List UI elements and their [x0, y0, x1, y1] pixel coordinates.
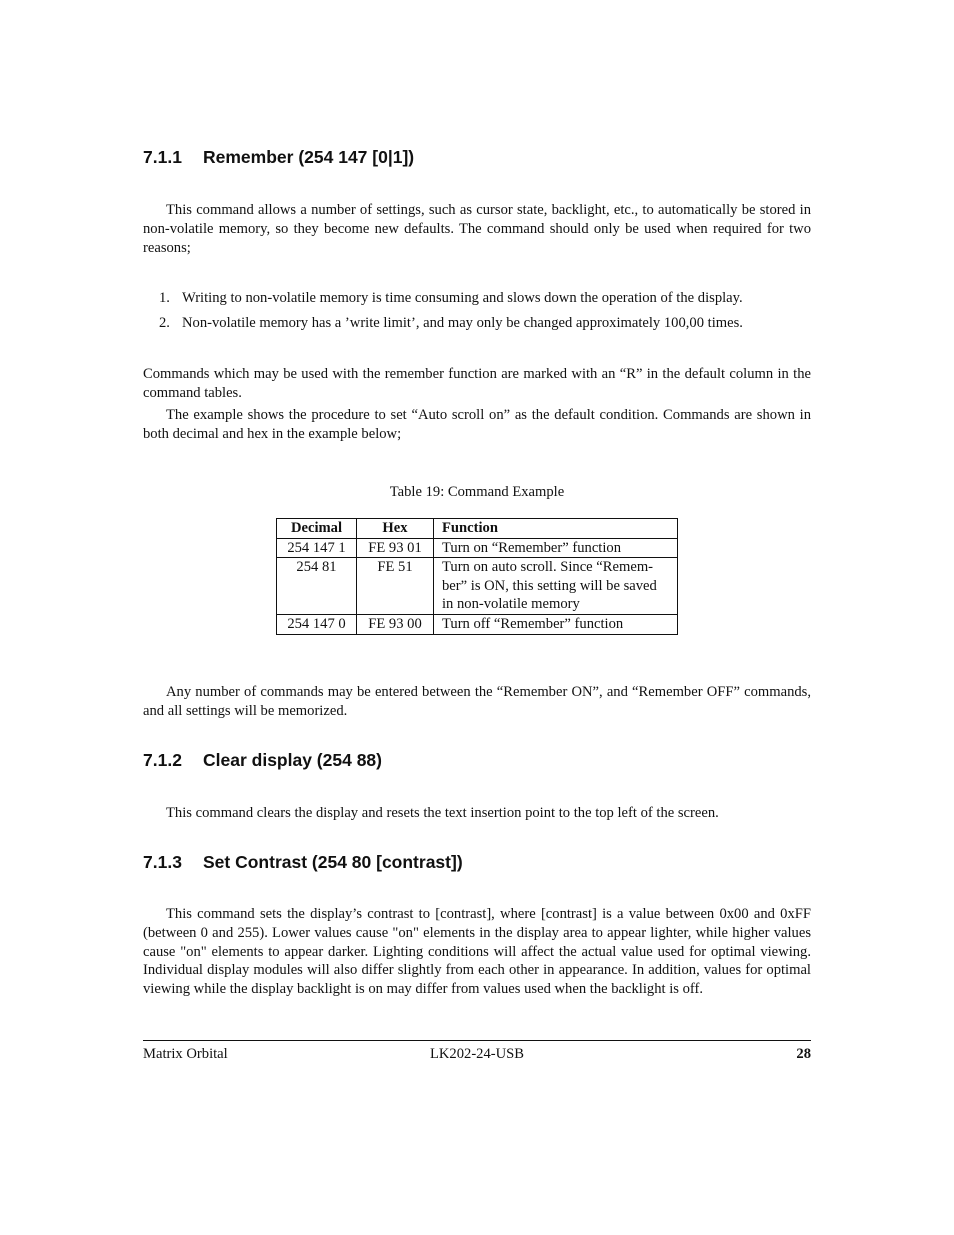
- remember-intro-paragraph: This command allows a number of settings, such as cursor state, backlight, etc., to automatically be stored in non-volatile memory, so they become new defaults. The command should only be used when required for two reasons;: [143, 202, 811, 256]
- list-item-number: 1.: [159, 290, 170, 306]
- section-heading-clear-display: [143, 750, 382, 771]
- section-title: Remember (254 147 [0|1]): [203, 147, 415, 167]
- cell-function-line: in non-volatile memory: [442, 596, 580, 613]
- section-number: 7.1.1: [143, 147, 182, 167]
- remember-commands-paragraph: Commands which may be used with the remember function are marked with an “R” in the default column in the command tables.: [143, 366, 811, 401]
- table-row: [277, 614, 678, 634]
- footer-product: LK202-24-USB: [429, 1046, 525, 1062]
- section-title: Clear display (254 88): [203, 750, 382, 770]
- table-header-row: [277, 519, 678, 539]
- column-header-function: Function: [434, 519, 678, 539]
- remember-example-paragraph: The example shows the procedure to set “Auto scroll on” as the default condition. Commands are shown in both decimal and hex in the example below;: [143, 407, 811, 442]
- cell-decimal: 254 81: [277, 558, 357, 615]
- footer-page-number: 28: [796, 1046, 811, 1062]
- footer-company: Matrix Orbital: [143, 1046, 228, 1062]
- table-caption: Table 19: Command Example: [389, 484, 565, 500]
- section-title: Set Contrast (254 80 [contrast]): [203, 852, 463, 872]
- set-contrast-paragraph: This command sets the display’s contrast to [contrast], where [contrast] is a value between 0x00 and 0xFF (between 0 and 255). Lower values cause "on" elements in the display area to appear lighter, while higher values cause "on" elements to appear darker. Lighting conditions will affect the actual value used for optimal viewing. Individual display modules will also differ slightly from each other in appearance. In addition, values for optimal viewing while the display backlight is on may differ from values used when the backlight is off.: [143, 906, 811, 998]
- list-item-text: Non-volatile memory has a ’write limit’, and may only be changed approximately 100,00 times.: [182, 315, 743, 331]
- column-header-hex: Hex: [357, 519, 434, 539]
- remember-closing-paragraph: Any number of commands may be entered between the “Remember ON”, and “Remember OFF” commands, and all settings will be memorized.: [143, 684, 811, 719]
- cell-hex: FE 51: [357, 558, 434, 615]
- list-item-text: Writing to non-volatile memory is time consuming and slows down the operation of the display.: [182, 290, 743, 306]
- list-item: [159, 289, 811, 308]
- section-number: 7.1.3: [143, 852, 182, 872]
- cell-decimal: 254 147 0: [277, 614, 357, 634]
- section-heading-remember: [143, 147, 414, 168]
- table-row: [277, 538, 678, 558]
- section-number: 7.1.2: [143, 750, 182, 770]
- list-item-number: 2.: [159, 315, 170, 331]
- cell-function: [434, 558, 678, 615]
- list-item: [159, 314, 811, 333]
- column-header-decimal: Decimal: [277, 519, 357, 539]
- cell-function: Turn on “Remember” function: [434, 538, 678, 558]
- command-example-table: [276, 518, 678, 635]
- section-heading-set-contrast: [143, 852, 463, 873]
- cell-hex: FE 93 01: [357, 538, 434, 558]
- cell-function-line: ber” is ON, this setting will be saved: [442, 577, 657, 594]
- table-row: [277, 558, 678, 615]
- cell-function: Turn off “Remember” function: [434, 614, 678, 634]
- cell-function-line: Turn on auto scroll. Since “Remem-: [442, 559, 654, 576]
- document-page: [143, 0, 811, 1235]
- cell-decimal: 254 147 1: [277, 538, 357, 558]
- cell-hex: FE 93 00: [357, 614, 434, 634]
- clear-display-paragraph: This command clears the display and resets the text insertion point to the top left of the screen.: [166, 805, 719, 821]
- footer-divider: [143, 1040, 811, 1041]
